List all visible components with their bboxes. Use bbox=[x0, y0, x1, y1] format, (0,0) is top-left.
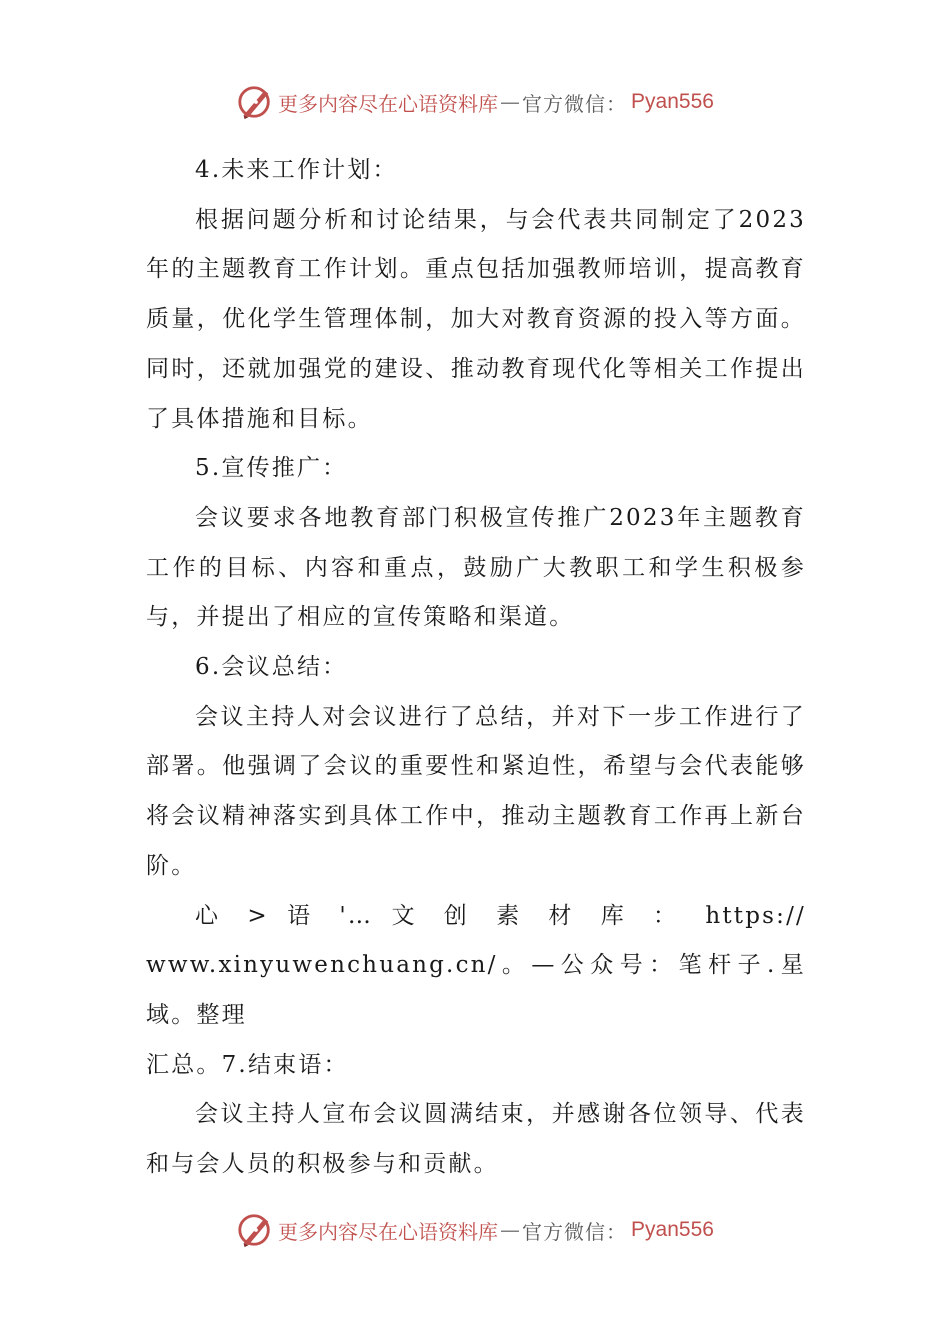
brand-name: 更多内容尽在心语资料库 bbox=[278, 1219, 499, 1244]
header-banner bbox=[0, 80, 950, 124]
footer-banner bbox=[0, 1208, 950, 1252]
paragraph-plan: 根据问题分析和讨论结果，与会代表共同制定了2023年的主题教育工作计划。重点包括加强教师培训，提高教育质量，优化学生管理体制，加大对教育资源的投入等方面。同时，还就加强党的建设、推动教育现代化等相关工作提出了具体措施和目标。 bbox=[146, 206, 806, 432]
brand-name: 更多内容尽在心语资料库 bbox=[278, 91, 499, 116]
wechat-label: 官方微信： bbox=[522, 91, 628, 116]
wechat-id: Pyan556 bbox=[631, 1218, 714, 1241]
source-note-line3: 汇总。7.结束语： bbox=[146, 1051, 349, 1078]
section-heading-summary: 6.会议总结： bbox=[195, 654, 348, 681]
paragraph-summary: 会议主持人对会议进行了总结，并对下一步工作进行了部署。他强调了会议的重要性和紧迫性，希望与会代表能够将会议精神落实到具体工作中，推动主题教育工作再上新台阶。 bbox=[146, 703, 806, 879]
paragraph-promotion: 会议要求各地教育部门积极宣传推广2023年主题教育工作的目标、内容和重点，鼓励广大教职工和学生积极参与，并提出了相应的宣传策略和渠道。 bbox=[146, 504, 806, 631]
pen-logo-icon bbox=[236, 1211, 274, 1249]
wechat-id: Pyan556 bbox=[631, 90, 714, 113]
source-note-line2: www.xinyuwenchuang.cn/。—公众号：笔杆子.星域。整理 bbox=[146, 952, 806, 1028]
banner-dash: — bbox=[500, 1218, 521, 1242]
banner-dash: — bbox=[500, 90, 521, 114]
wechat-label: 官方微信： bbox=[522, 1219, 628, 1244]
section-heading-plan: 4.未来工作计划： bbox=[195, 157, 398, 183]
source-note-line1: 心 > 语 '… 文 创 素 材 库 ： https:// bbox=[195, 902, 806, 929]
paragraph-closing: 会议主持人宣布会议圆满结束，并感谢各位领导、代表和与会人员的积极参与和贡献。 bbox=[146, 1101, 806, 1178]
section-heading-promotion: 5.宣传推广： bbox=[195, 455, 348, 482]
pen-logo-icon bbox=[236, 83, 274, 121]
document-body bbox=[146, 146, 806, 1190]
